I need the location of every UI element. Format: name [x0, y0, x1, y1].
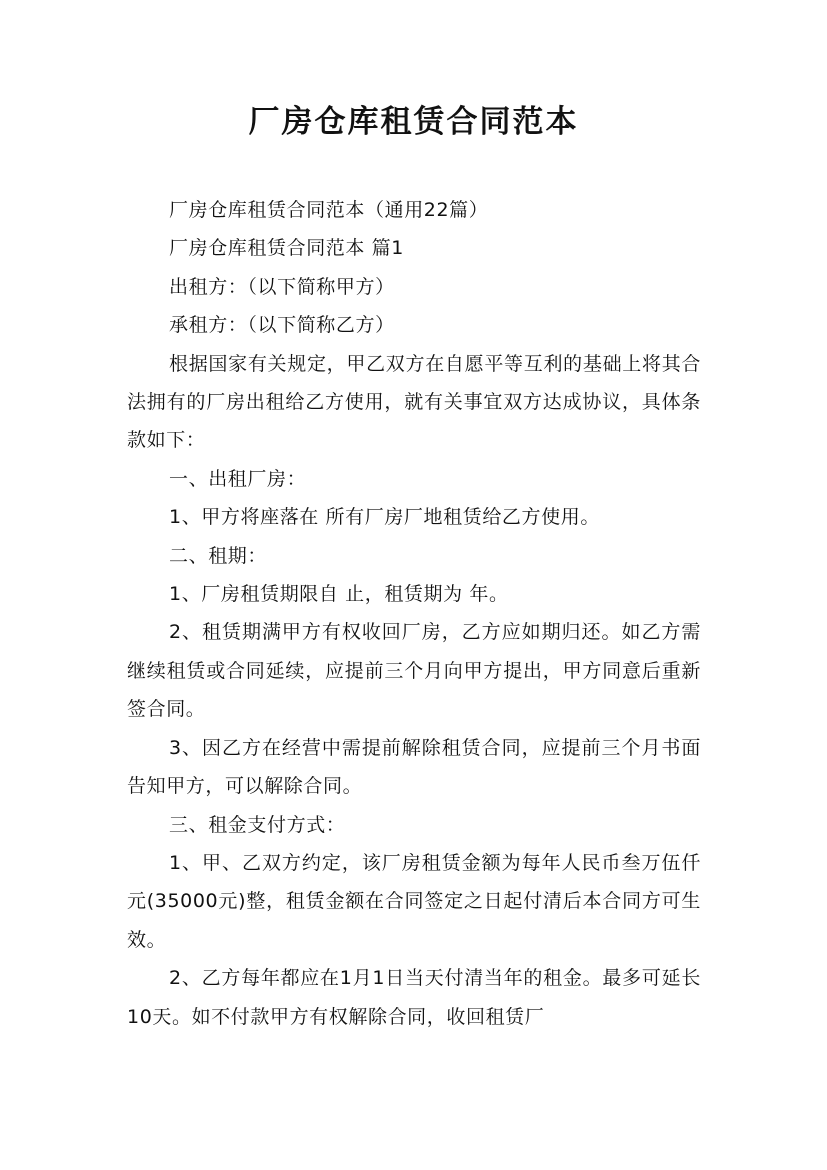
paragraph: 厂房仓库租赁合同范本（通用22篇）	[169, 199, 489, 221]
paragraph: 三、租金支付方式：	[169, 813, 346, 836]
paragraph: 1、甲、乙双方约定，该厂房租赁金额为每年人民币叁万伍仟元(35000元)整，租赁金额在合同签定之日起付清后本合同方可生效。	[127, 851, 701, 951]
paragraph: 1、厂房租赁期限自 止，租赁期为 年。	[169, 583, 509, 606]
paragraph: 2、租赁期满甲方有权收回厂房，乙方应如期归还。如乙方需继续租赁或合同延续，应提前三个月向甲方提出，甲方同意后重新签合同。	[127, 621, 701, 721]
paragraph: 厂房仓库租赁合同范本 篇1	[169, 237, 404, 260]
paragraph: 3、因乙方在经营中需提前解除租赁合同，应提前三个月书面告知甲方，可以解除合同。	[127, 736, 701, 798]
paragraph: 二、租期：	[169, 544, 268, 567]
paragraph: 承租方：（以下简称乙方）	[169, 314, 395, 337]
paragraph: 2、乙方每年都应在1月1日当天付清当年的租金。最多可延长10天。如不付款甲方有权解除合同，收回租赁厂	[127, 967, 701, 1028]
paragraph: 出租方：（以下简称甲方）	[169, 275, 395, 298]
paragraph: 一、出租厂房：	[169, 467, 307, 490]
document-title: 厂房仓库租赁合同范本	[248, 104, 579, 140]
paragraph: 1、甲方将座落在 所有厂房厂地租赁给乙方使用。	[169, 506, 600, 529]
paragraph: 根据国家有关规定，甲乙双方在自愿平等互利的基础上将其合法拥有的厂房出租给乙方使用，就有关事宜双方达成协议，具体条款如下：	[127, 352, 701, 452]
document-body	[127, 191, 701, 1036]
